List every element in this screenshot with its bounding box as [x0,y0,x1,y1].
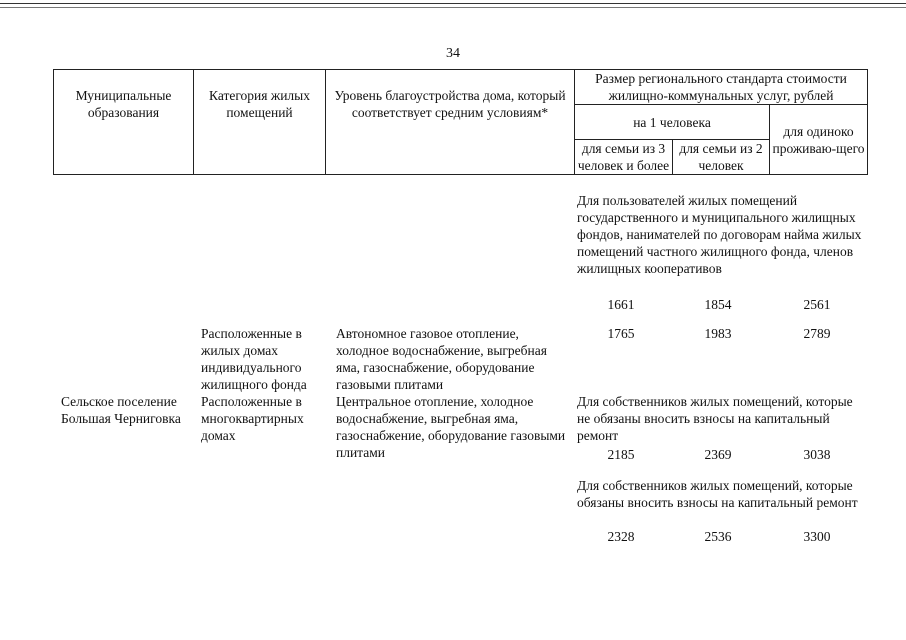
value-tenants-apartment-family3: 1661 [607,297,635,312]
amenities-individual: Автономное газовое отопление, холодное водоснабжение, выгребная яма, газоснабжение, оборудование газовыми плитами [336,326,547,392]
scan-border-line [0,3,906,4]
value-owners-obliged-single: 3300 [803,529,831,544]
col-header-family-3-plus: для семьи из 3 человек и более [575,140,673,175]
municipality-name: Сельское поселение Большая Черниговка [61,394,181,426]
col-header-per-person: на 1 человека [575,105,770,140]
value-owners-not-obliged-family2: 2369 [704,447,732,462]
category-apartment: Расположенные в многоквартирных домах [201,394,304,443]
col-header-category: Категория жилых помещений [194,70,326,175]
scan-border-line [0,7,906,8]
value-tenants-individual-family2: 1983 [704,326,732,341]
value-owners-obliged-family2: 2536 [704,529,732,544]
group-title-owners-not-obliged: Для собственников жилых помещений, которые не обязаны вносить взносы на капитальный ремонт [577,394,853,443]
value-tenants-individual-family3: 1765 [607,326,635,341]
value-tenants-individual-single: 2789 [803,326,831,341]
value-tenants-apartment-single: 2561 [803,297,831,312]
col-header-single: для одиноко проживаю-щего [770,105,868,175]
group-title-tenants: Для пользователей жилых помещений государственного и муниципального жилищных фондов, нанимателей по договорам найма жилых помещений частного жилищного фонда, членов жилищных кооперативов [577,193,862,276]
value-owners-not-obliged-family3: 2185 [607,447,635,462]
value-owners-not-obliged-single: 3038 [803,447,831,462]
group-title-owners-obliged: Для собственников жилых помещений, которые обязаны вносить взносы на капитальный ремонт [577,478,858,510]
col-header-family-2: для семьи из 2 человек [673,140,770,175]
col-header-standard: Размер регионального стандарта стоимости жилищно-коммунальных услуг, рублей [575,70,868,105]
col-header-municipality: Муниципальные образования [54,70,194,175]
value-owners-obliged-family3: 2328 [607,529,635,544]
amenities-apartment: Центральное отопление, холодное водоснабжение, выгребная яма, газоснабжение, оборудование газовыми плитами [336,394,566,460]
category-individual: Расположенные в жилых домах индивидуального жилищного фонда [201,326,307,392]
value-tenants-apartment-family2: 1854 [704,297,732,312]
col-header-amenities: Уровень благоустройства дома, который соответствует средним условиям* [326,70,575,175]
table-header [53,69,868,175]
page-number: 34 [446,46,460,61]
